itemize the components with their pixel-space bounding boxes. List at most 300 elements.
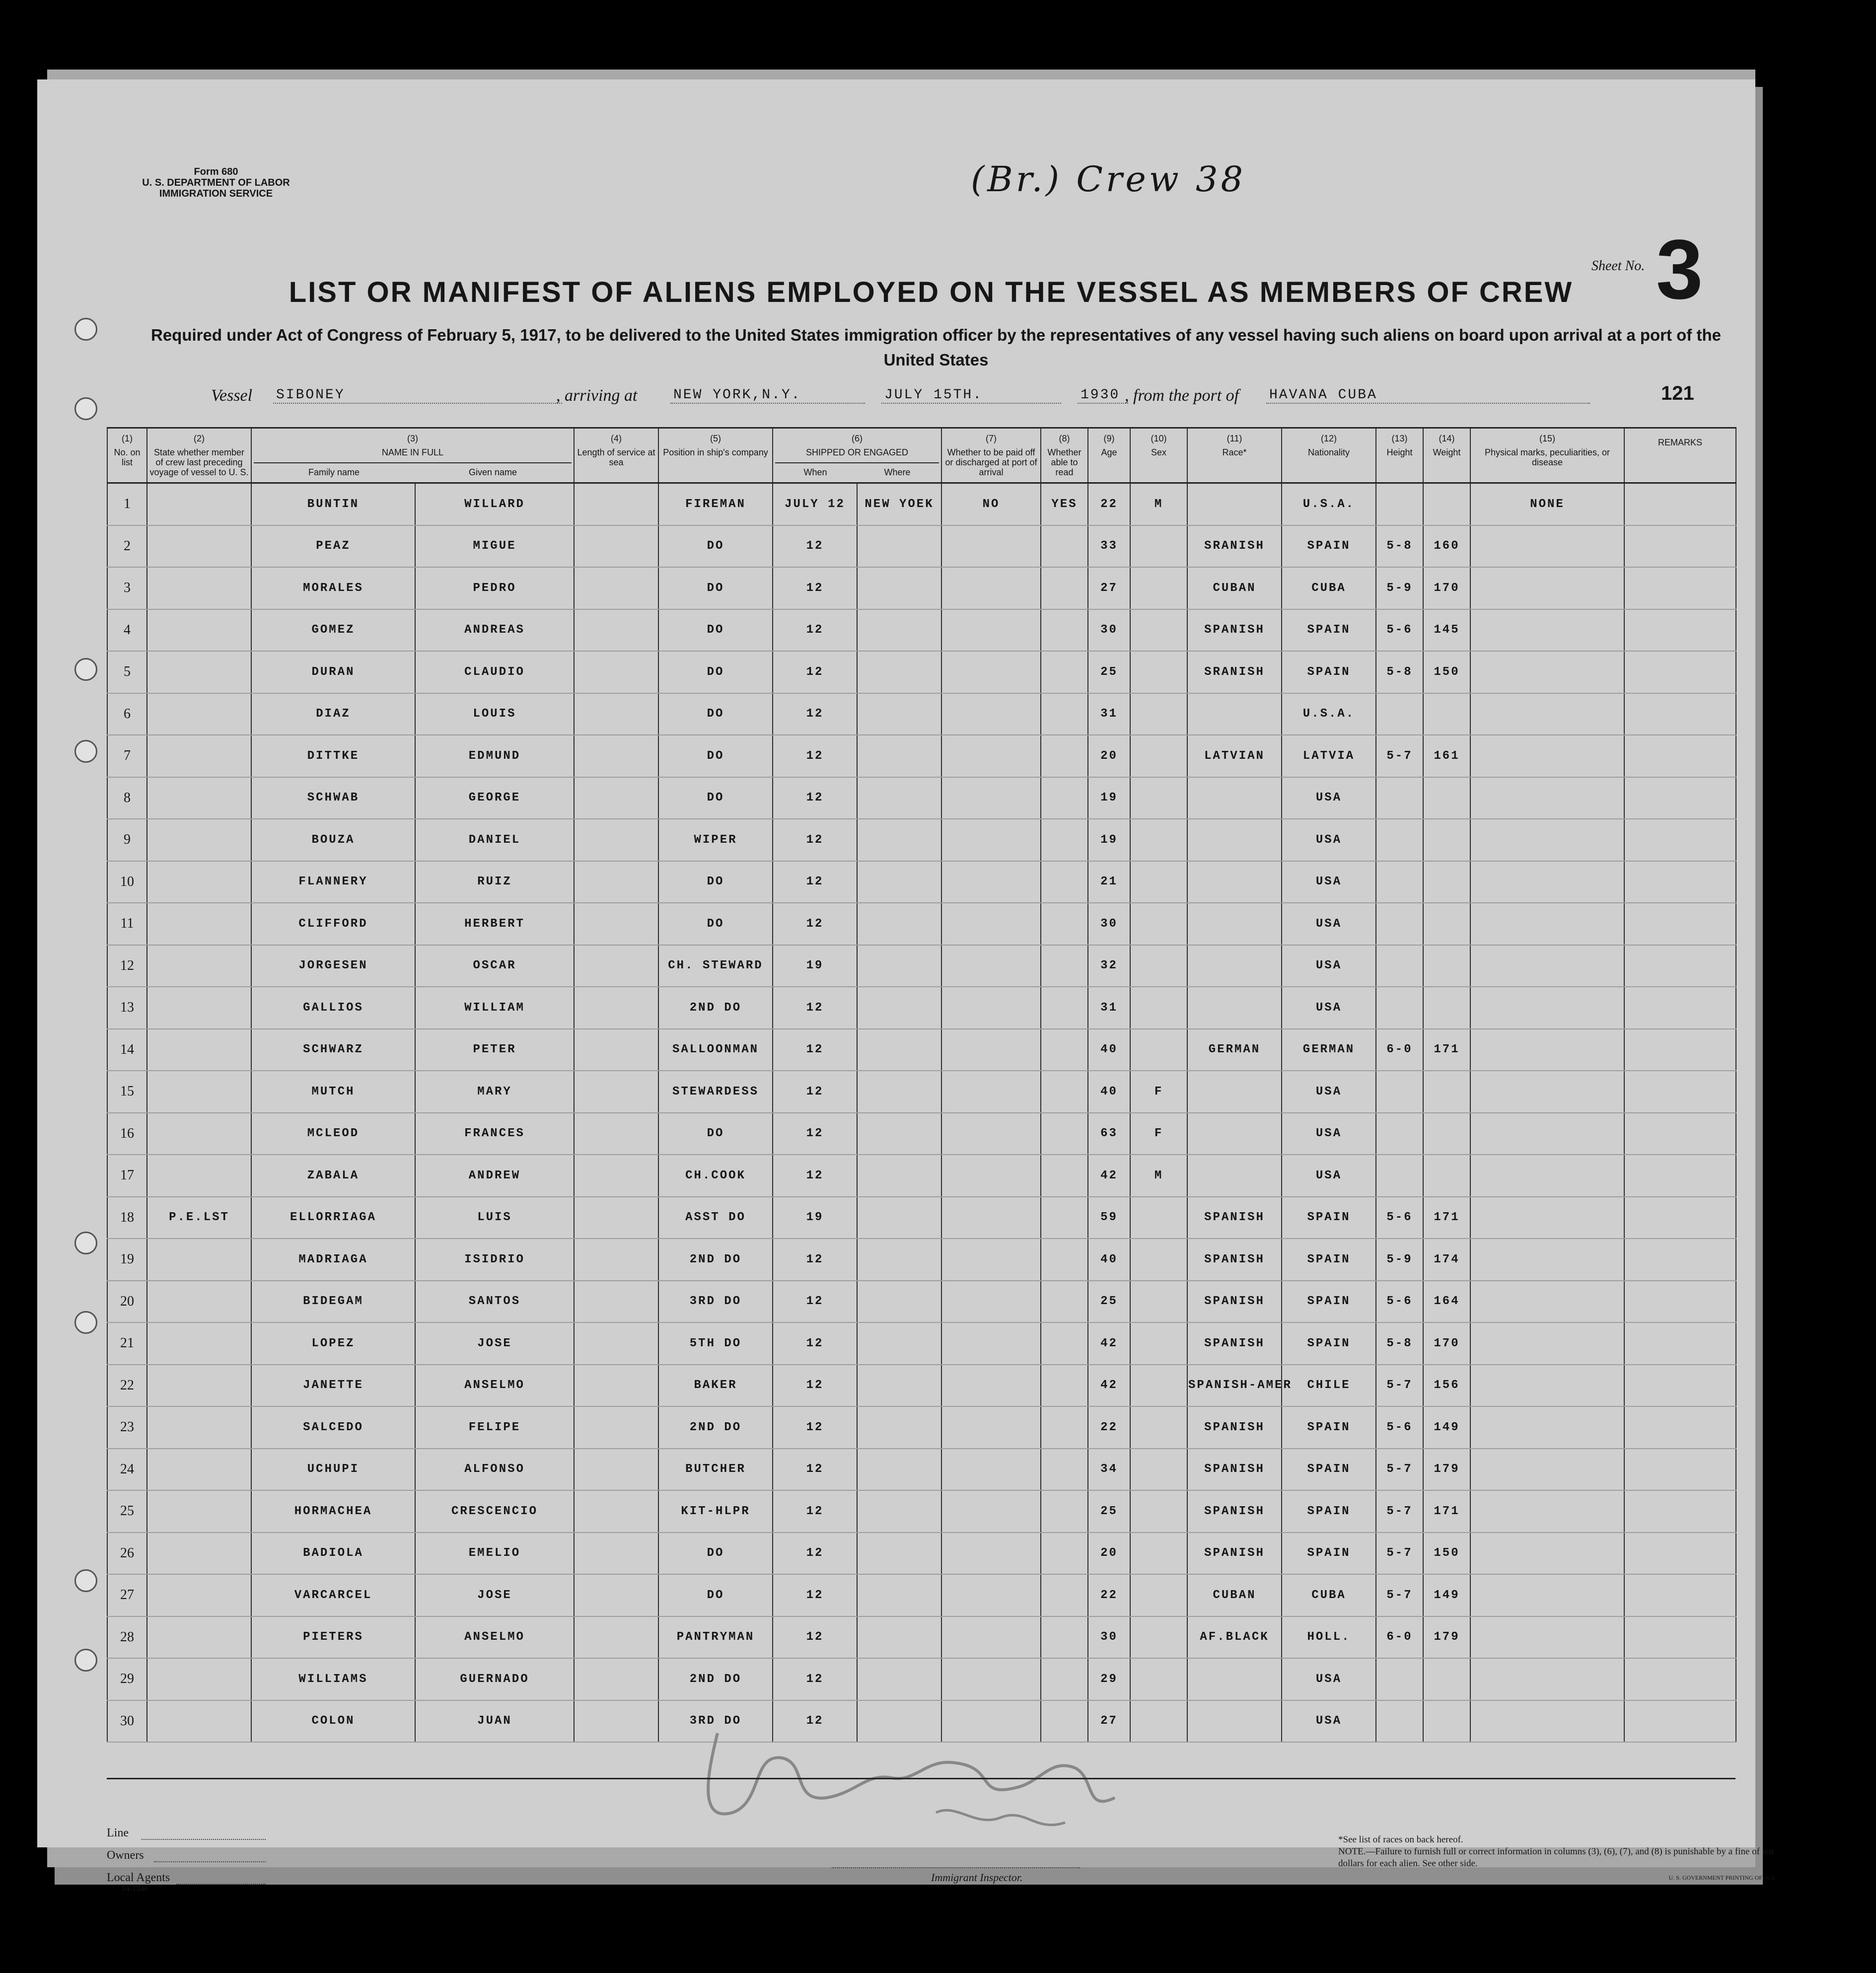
cell-able-to-read xyxy=(1041,1113,1088,1155)
cell-able-to-read xyxy=(1041,1281,1088,1323)
cell-shipped-where xyxy=(857,987,941,1029)
cell-shipped-when: 12 xyxy=(773,1406,857,1449)
cell-position: DO xyxy=(658,525,773,568)
cell-family-name: WILLIAMS xyxy=(251,1658,415,1700)
cell-paid-off xyxy=(941,945,1041,987)
cell-service-length xyxy=(574,693,658,735)
cell-shipped-when: 12 xyxy=(773,1155,857,1197)
cell-service-length xyxy=(574,1071,658,1113)
cell-family-name: MCLEOD xyxy=(251,1113,415,1155)
binder-hole xyxy=(74,397,97,420)
cell-able-to-read xyxy=(1041,1449,1088,1491)
cell-shipped-when: 12 xyxy=(773,1658,857,1700)
cell-previous-voyage xyxy=(147,1239,251,1281)
cell-service-length xyxy=(574,1490,658,1533)
cell-previous-voyage xyxy=(147,945,251,987)
cell-nationality: USA xyxy=(1282,1700,1376,1743)
cell-row-number: 27 xyxy=(107,1574,147,1616)
cell-nationality: CUBA xyxy=(1282,1574,1376,1616)
cell-previous-voyage xyxy=(147,987,251,1029)
cell-sex xyxy=(1130,1574,1187,1616)
cell-remarks xyxy=(1624,1071,1736,1113)
cell-able-to-read xyxy=(1041,1322,1088,1365)
cell-weight xyxy=(1423,777,1470,819)
cell-service-length xyxy=(574,903,658,945)
cell-nationality: SPAIN xyxy=(1282,1533,1376,1575)
table-row xyxy=(107,1490,1736,1533)
table-row xyxy=(107,1533,1736,1575)
cell-able-to-read xyxy=(1041,1029,1088,1071)
cell-race xyxy=(1187,1113,1282,1155)
cell-shipped-when: 12 xyxy=(773,1071,857,1113)
cell-shipped-where xyxy=(857,735,941,777)
cell-given-name: ANDREW xyxy=(415,1155,574,1197)
cell-weight xyxy=(1423,693,1470,735)
cell-family-name: DIAZ xyxy=(251,693,415,735)
table-row xyxy=(107,1449,1736,1491)
cell-given-name: ANSELMO xyxy=(415,1616,574,1659)
cell-weight xyxy=(1423,1155,1470,1197)
cell-race xyxy=(1187,1071,1282,1113)
inspector-label: Immigrant Inspector. xyxy=(931,1871,1023,1884)
cell-height xyxy=(1376,903,1423,945)
col-header-age: (9) Age xyxy=(1088,428,1130,483)
cell-nationality: SPAIN xyxy=(1282,1449,1376,1491)
cell-service-length xyxy=(574,1616,658,1659)
cell-family-name: ELLORRIAGA xyxy=(251,1197,415,1239)
cell-age: 21 xyxy=(1088,861,1130,903)
cell-given-name: EMELIO xyxy=(415,1533,574,1575)
cell-race: SRANISH xyxy=(1187,651,1282,693)
line-label: Line xyxy=(107,1827,129,1839)
cell-row-number: 4 xyxy=(107,609,147,652)
cell-nationality: USA xyxy=(1282,1071,1376,1113)
cell-paid-off xyxy=(941,1239,1041,1281)
cell-shipped-when: 12 xyxy=(773,777,857,819)
cell-weight xyxy=(1423,1658,1470,1700)
cell-weight: 174 xyxy=(1423,1239,1470,1281)
cell-able-to-read xyxy=(1041,525,1088,568)
cell-previous-voyage xyxy=(147,903,251,945)
cell-shipped-when: 12 xyxy=(773,1574,857,1616)
cell-shipped-where: NEW YOEK xyxy=(857,483,941,525)
cell-remarks xyxy=(1624,1322,1736,1365)
cell-remarks xyxy=(1624,1239,1736,1281)
cell-row-number: 29 xyxy=(107,1658,147,1700)
cell-shipped-when: 12 xyxy=(773,651,857,693)
cell-shipped-where xyxy=(857,567,941,609)
cell-physical-marks xyxy=(1470,1616,1624,1659)
cell-race xyxy=(1187,483,1282,525)
col-header-shipped: (6) SHIPPED OR ENGAGED When Where xyxy=(773,428,941,483)
cell-weight: 164 xyxy=(1423,1281,1470,1323)
cell-able-to-read xyxy=(1041,693,1088,735)
cell-race: CUBAN xyxy=(1187,567,1282,609)
cell-height xyxy=(1376,777,1423,819)
page-title: LIST OR MANIFEST OF ALIENS EMPLOYED ON THE VESSEL AS MEMBERS OF CREW xyxy=(289,276,1574,308)
cell-shipped-where xyxy=(857,1155,941,1197)
cell-nationality: SPAIN xyxy=(1282,525,1376,568)
table-row xyxy=(107,1113,1736,1155)
cell-given-name: CRESCENCIO xyxy=(415,1490,574,1533)
cell-shipped-when: 12 xyxy=(773,1533,857,1575)
cell-sex xyxy=(1130,693,1187,735)
cell-previous-voyage xyxy=(147,819,251,861)
cell-paid-off xyxy=(941,567,1041,609)
cell-remarks xyxy=(1624,1406,1736,1449)
cell-row-number: 8 xyxy=(107,777,147,819)
cell-height: 5-8 xyxy=(1376,651,1423,693)
table-row xyxy=(107,777,1736,819)
table-row xyxy=(107,1406,1736,1449)
binder-hole xyxy=(74,318,97,341)
cell-shipped-where xyxy=(857,1365,941,1407)
table-header-row xyxy=(107,428,1736,483)
cell-height xyxy=(1376,987,1423,1029)
cell-physical-marks xyxy=(1470,1281,1624,1323)
cell-sex xyxy=(1130,1197,1187,1239)
cell-paid-off xyxy=(941,1197,1041,1239)
cell-given-name: SANTOS xyxy=(415,1281,574,1323)
cell-row-number: 23 xyxy=(107,1406,147,1449)
cell-given-name: GUERNADO xyxy=(415,1658,574,1700)
cell-race: AF.BLACK xyxy=(1187,1616,1282,1659)
cell-row-number: 5 xyxy=(107,651,147,693)
col-header-when: When xyxy=(803,467,827,477)
cell-remarks xyxy=(1624,903,1736,945)
cell-paid-off xyxy=(941,1533,1041,1575)
cell-paid-off xyxy=(941,525,1041,568)
cell-remarks xyxy=(1624,1197,1736,1239)
col-header-remarks: REMARKS xyxy=(1624,428,1736,483)
cell-able-to-read xyxy=(1041,1616,1088,1659)
cell-given-name: EDMUND xyxy=(415,735,574,777)
cell-previous-voyage xyxy=(147,1155,251,1197)
cell-paid-off xyxy=(941,1029,1041,1071)
cell-shipped-where xyxy=(857,1406,941,1449)
cell-nationality: USA xyxy=(1282,1658,1376,1700)
cell-given-name: FELIPE xyxy=(415,1406,574,1449)
cell-physical-marks xyxy=(1470,777,1624,819)
col-header-weight: (14) Weight xyxy=(1423,428,1470,483)
cell-paid-off xyxy=(941,861,1041,903)
cell-paid-off xyxy=(941,777,1041,819)
arrival-date: JULY 15TH. xyxy=(881,387,1061,404)
cell-previous-voyage xyxy=(147,1616,251,1659)
owners-field xyxy=(154,1860,266,1862)
cell-previous-voyage xyxy=(147,861,251,903)
cell-shipped-where xyxy=(857,903,941,945)
cell-physical-marks xyxy=(1470,1406,1624,1449)
cell-sex: F xyxy=(1130,1113,1187,1155)
cell-able-to-read xyxy=(1041,903,1088,945)
cell-physical-marks xyxy=(1470,567,1624,609)
cell-age: 30 xyxy=(1088,609,1130,652)
cell-position: DO xyxy=(658,861,773,903)
cell-row-number: 1 xyxy=(107,483,147,525)
cell-remarks xyxy=(1624,819,1736,861)
cell-weight xyxy=(1423,945,1470,987)
cell-physical-marks xyxy=(1470,1700,1624,1743)
cell-height: 5-6 xyxy=(1376,1197,1423,1239)
cell-paid-off xyxy=(941,693,1041,735)
cell-family-name: MADRIAGA xyxy=(251,1239,415,1281)
col-header-paid-off: (7) Whether to be paid off or discharged at port of arrival xyxy=(941,428,1041,483)
cell-race: SRANISH xyxy=(1187,525,1282,568)
cell-shipped-when: 12 xyxy=(773,1490,857,1533)
cell-nationality: USA xyxy=(1282,945,1376,987)
cell-remarks xyxy=(1624,1490,1736,1533)
cell-family-name: UCHUPI xyxy=(251,1449,415,1491)
table-row xyxy=(107,1574,1736,1616)
cell-given-name: LUIS xyxy=(415,1197,574,1239)
cell-given-name: PETER xyxy=(415,1029,574,1071)
cell-shipped-when: 12 xyxy=(773,1239,857,1281)
cell-previous-voyage xyxy=(147,525,251,568)
table-row xyxy=(107,903,1736,945)
cell-race: CUBAN xyxy=(1187,1574,1282,1616)
cell-service-length xyxy=(574,1533,658,1575)
cell-nationality: USA xyxy=(1282,777,1376,819)
cell-shipped-where xyxy=(857,945,941,987)
cell-race: SPANISH xyxy=(1187,1281,1282,1323)
cell-race: SPANISH xyxy=(1187,1197,1282,1239)
cell-position: PANTRYMAN xyxy=(658,1616,773,1659)
cell-paid-off: NO xyxy=(941,483,1041,525)
cell-position: ASST DO xyxy=(658,1197,773,1239)
service: IMMIGRATION SERVICE xyxy=(159,188,273,199)
cell-weight xyxy=(1423,1071,1470,1113)
col-header-height: (13) Height xyxy=(1376,428,1423,483)
cell-position: BAKER xyxy=(658,1365,773,1407)
cell-nationality: SPAIN xyxy=(1282,1281,1376,1323)
cell-remarks xyxy=(1624,1155,1736,1197)
page-number: 121 xyxy=(1661,382,1694,404)
cell-remarks xyxy=(1624,1533,1736,1575)
cell-physical-marks xyxy=(1470,1658,1624,1700)
cell-paid-off xyxy=(941,609,1041,652)
cell-weight xyxy=(1423,483,1470,525)
col-header-where: Where xyxy=(884,467,911,477)
cell-weight: 161 xyxy=(1423,735,1470,777)
cell-service-length xyxy=(574,567,658,609)
cell-height: 5-7 xyxy=(1376,1449,1423,1491)
cell-shipped-where xyxy=(857,861,941,903)
cell-age: 19 xyxy=(1088,777,1130,819)
cell-race xyxy=(1187,903,1282,945)
cell-able-to-read: YES xyxy=(1041,483,1088,525)
cell-physical-marks xyxy=(1470,651,1624,693)
cell-service-length xyxy=(574,777,658,819)
cell-shipped-when: 12 xyxy=(773,1616,857,1659)
cell-given-name: JOSE xyxy=(415,1574,574,1616)
cell-race: SPANISH xyxy=(1187,1322,1282,1365)
table-row xyxy=(107,651,1736,693)
cell-previous-voyage xyxy=(147,1071,251,1113)
cell-service-length xyxy=(574,609,658,652)
cell-remarks xyxy=(1624,525,1736,568)
cell-service-length xyxy=(574,819,658,861)
cell-given-name: OSCAR xyxy=(415,945,574,987)
table-row xyxy=(107,1365,1736,1407)
form-number: Form 680 xyxy=(194,166,238,177)
cell-age: 20 xyxy=(1088,1533,1130,1575)
cell-physical-marks xyxy=(1470,1029,1624,1071)
cell-physical-marks xyxy=(1470,1071,1624,1113)
cell-race: LATVIAN xyxy=(1187,735,1282,777)
cell-paid-off xyxy=(941,1490,1041,1533)
cell-given-name: MIGUE xyxy=(415,525,574,568)
cell-weight xyxy=(1423,1700,1470,1743)
cell-race xyxy=(1187,819,1282,861)
cell-family-name: SCHWAB xyxy=(251,777,415,819)
cell-family-name: MUTCH xyxy=(251,1071,415,1113)
cell-physical-marks xyxy=(1470,1239,1624,1281)
cell-paid-off xyxy=(941,1155,1041,1197)
cell-physical-marks xyxy=(1470,1449,1624,1491)
table-row xyxy=(107,987,1736,1029)
cell-shipped-when: 12 xyxy=(773,735,857,777)
cell-age: 34 xyxy=(1088,1449,1130,1491)
table-row xyxy=(107,567,1736,609)
table-row xyxy=(107,1281,1736,1323)
cell-height: 5-7 xyxy=(1376,1365,1423,1407)
cell-height: 5-7 xyxy=(1376,1490,1423,1533)
table-row xyxy=(107,525,1736,568)
cell-height xyxy=(1376,693,1423,735)
cell-age: 40 xyxy=(1088,1071,1130,1113)
cell-age: 27 xyxy=(1088,1700,1130,1743)
cell-position: CH.COOK xyxy=(658,1155,773,1197)
cell-position: 3RD DO xyxy=(658,1281,773,1323)
cell-family-name: FLANNERY xyxy=(251,861,415,903)
cell-row-number: 13 xyxy=(107,987,147,1029)
cell-row-number: 14 xyxy=(107,1029,147,1071)
cell-service-length xyxy=(574,651,658,693)
printer-credit: U. S. GOVERNMENT PRINTING OFFICE xyxy=(1668,1874,1775,1881)
cell-service-length xyxy=(574,1449,658,1491)
cell-able-to-read xyxy=(1041,609,1088,652)
cell-sex xyxy=(1130,1449,1187,1491)
cell-family-name: MORALES xyxy=(251,567,415,609)
cell-age: 63 xyxy=(1088,1113,1130,1155)
cell-position: STEWARDESS xyxy=(658,1071,773,1113)
arriving-label: , arriving at xyxy=(556,386,638,405)
cell-given-name: CLAUDIO xyxy=(415,651,574,693)
cell-nationality: LATVIA xyxy=(1282,735,1376,777)
cell-shipped-where xyxy=(857,777,941,819)
cell-row-number: 12 xyxy=(107,945,147,987)
cell-race: SPANISH xyxy=(1187,1533,1282,1575)
cell-position: DO xyxy=(658,651,773,693)
cell-previous-voyage xyxy=(147,1574,251,1616)
cell-nationality: USA xyxy=(1282,1113,1376,1155)
cell-shipped-when: 12 xyxy=(773,693,857,735)
cell-physical-marks xyxy=(1470,945,1624,987)
cell-remarks xyxy=(1624,1113,1736,1155)
cell-height xyxy=(1376,483,1423,525)
table-row xyxy=(107,1029,1736,1071)
cell-position: CH. STEWARD xyxy=(658,945,773,987)
cell-able-to-read xyxy=(1041,1533,1088,1575)
cell-given-name: JUAN xyxy=(415,1700,574,1743)
cell-race xyxy=(1187,777,1282,819)
cell-physical-marks xyxy=(1470,987,1624,1029)
manifest-sheet xyxy=(37,79,1775,1893)
local-agents-label: Local Agents xyxy=(107,1871,170,1884)
cell-physical-marks: NONE xyxy=(1470,483,1624,525)
cell-remarks xyxy=(1624,777,1736,819)
cell-shipped-where xyxy=(857,819,941,861)
cell-weight: 179 xyxy=(1423,1616,1470,1659)
cell-able-to-read xyxy=(1041,1155,1088,1197)
penalty-note: NOTE.—Failure to furnish full or correct information in columns (3), (6), (7), and (8) is punishable by a fine of ten dollars for each alien. See other side. xyxy=(1338,1846,1774,1869)
cell-height xyxy=(1376,1071,1423,1113)
cell-age: 42 xyxy=(1088,1155,1130,1197)
cell-shipped-when: JULY 12 xyxy=(773,483,857,525)
cell-given-name: LOUIS xyxy=(415,693,574,735)
arrival-year: 1930 xyxy=(1078,387,1128,404)
cell-physical-marks xyxy=(1470,693,1624,735)
cell-row-number: 30 xyxy=(107,1700,147,1743)
table-row xyxy=(107,1071,1736,1113)
cell-race xyxy=(1187,1658,1282,1700)
cell-family-name: BIDEGAM xyxy=(251,1281,415,1323)
cell-row-number: 22 xyxy=(107,1365,147,1407)
col-header-given-name: Given name xyxy=(468,467,517,477)
cell-paid-off xyxy=(941,1365,1041,1407)
cell-age: 19 xyxy=(1088,819,1130,861)
col-header-position: (5) Position in ship's company xyxy=(658,428,773,483)
cell-previous-voyage xyxy=(147,735,251,777)
binder-hole xyxy=(74,1649,97,1672)
cell-service-length xyxy=(574,945,658,987)
cell-race xyxy=(1187,1155,1282,1197)
cell-nationality: SPAIN xyxy=(1282,609,1376,652)
cell-family-name: VARCARCEL xyxy=(251,1574,415,1616)
cell-shipped-where xyxy=(857,693,941,735)
cell-previous-voyage xyxy=(147,693,251,735)
cell-age: 33 xyxy=(1088,525,1130,568)
col-header-no: (1) No. on list xyxy=(107,428,147,483)
cell-physical-marks xyxy=(1470,1533,1624,1575)
cell-shipped-when: 12 xyxy=(773,1365,857,1407)
cell-height: 5-6 xyxy=(1376,609,1423,652)
cell-able-to-read xyxy=(1041,1365,1088,1407)
cell-weight xyxy=(1423,861,1470,903)
cell-remarks xyxy=(1624,861,1736,903)
cell-height: 5-9 xyxy=(1376,1239,1423,1281)
cell-shipped-where xyxy=(857,1490,941,1533)
cell-row-number: 16 xyxy=(107,1113,147,1155)
cell-given-name: JOSE xyxy=(415,1322,574,1365)
footer-note xyxy=(1338,1834,1775,1884)
cell-service-length xyxy=(574,1155,658,1197)
cell-nationality: CUBA xyxy=(1282,567,1376,609)
cell-position: FIREMAN xyxy=(658,483,773,525)
cell-remarks xyxy=(1624,1281,1736,1323)
cell-position: DO xyxy=(658,1113,773,1155)
cell-height xyxy=(1376,1658,1423,1700)
cell-remarks xyxy=(1624,1574,1736,1616)
cell-paid-off xyxy=(941,1449,1041,1491)
cell-race xyxy=(1187,987,1282,1029)
cell-age: 22 xyxy=(1088,483,1130,525)
cell-remarks xyxy=(1624,567,1736,609)
cell-weight: 149 xyxy=(1423,1406,1470,1449)
vessel-name: SIBONEY xyxy=(273,387,562,404)
cell-shipped-where xyxy=(857,651,941,693)
